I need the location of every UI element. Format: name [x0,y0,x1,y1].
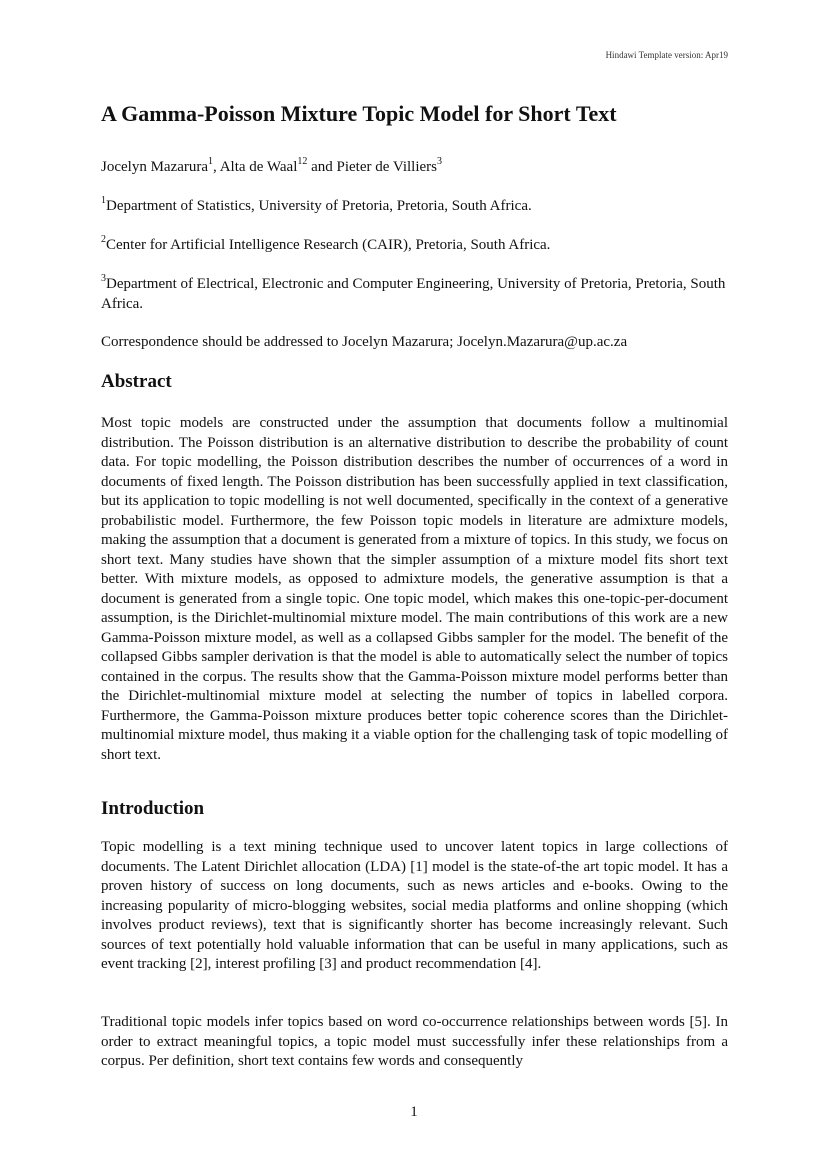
author-name: , Alta de Waal [213,159,298,175]
author-affiliation-mark: 12 [297,156,308,167]
affiliation-mark: 1 [101,195,106,206]
affiliation [101,236,728,256]
paper-title: A Gamma-Poisson Mixture Topic Model for Short Text [101,101,617,126]
abstract-heading: Abstract [101,371,172,392]
affiliation-text: Department of Statistics, University of Pretoria, Pretoria, South Africa. [106,198,532,214]
page-number: 1 [410,1104,418,1120]
introduction-paragraph: Topic modelling is a text mining technique used to uncover latent topics in large collections of documents. The Latent Dirichlet allocation (LDA) [1] model is the state-of-the art topic model. It has a proven history of success on long documents, such as news articles and e-books. Owing to the increasing popularity of micro-blogging websites, social media platforms and online shopping (which involves product reviews), text that is significantly shorter has become increasingly relevant. Such sources of text potentially hold valuable information that can be useful in many applications, such as event tracking [2], interest profiling [3] and product recommendation [4]. [101,839,728,972]
affiliation [101,275,728,314]
abstract-text: Most topic models are constructed under the assumption that documents follow a multinomial distribution. The Poisson distribution is an alternative distribution to describe the probability of count data. For topic modelling, the Poisson distribution describes the number of occurrences of a word in documents of fixed length. The Poisson distribution has been successfully applied in text classification, but its application to topic modelling is not well documented, specifically in the context of a generative probabilistic model. Furthermore, the few Poisson topic models in literature are admixture models, making the assumption that a document is generated from a mixture of topics. In this study, we focus on short text. Many studies have shown that the simpler assumption of a mixture model fits short text better. With mixture models, as opposed to admixture models, the generative assumption is that a document is generated from a single topic. One topic model, which makes this one-topic-per-document assumption, is the Dirichlet-multinomial mixture model. The main contributions of this work are a new Gamma-Poisson mixture model, as well as a collapsed Gibbs sampler for the model. The benefit of the collapsed Gibbs sampler derivation is that the model is able to automatically select the number of topics contained in the corpus. The results show that the Gamma-Poisson mixture model performs better than the Dirichlet-multinomial mixture model at selecting the number of topics in labelled corpora. Furthermore, the Gamma-Poisson mixture produces better topic coherence scores than the Dirichlet-multinomial mixture model, thus making it a viable option for the challenging task of topic modelling of short text. [101,415,728,763]
author-affiliation-mark: 3 [436,156,442,167]
author-list [101,158,728,178]
correspondence-note: Correspondence should be addressed to Jocelyn Mazarura; Jocelyn.Mazarura@up.ac.za [101,334,628,350]
template-version-note: Hindawi Template version: Apr19 [605,50,728,60]
author-name: and Pieter de Villiers [307,159,437,175]
affiliation-mark: 2 [101,234,106,245]
author-affiliation-mark: 1 [208,156,214,167]
introduction-heading: Introduction [101,798,205,819]
affiliation [101,197,728,217]
introduction-paragraph: Traditional topic models infer topics based on word co-occurrence relationships between words [5]. In order to extract meaningful topics, a topic model must successfully infer these relationships from a corpus. Per definition, short text contains few words and consequently [101,1014,728,1069]
affiliation-text: Department of Electrical, Electronic and Computer Engineering, University of Pretoria, Pretoria, South Africa. [101,276,726,312]
affiliation-mark: 3 [101,273,106,284]
affiliation-text: Center for Artificial Intelligence Research (CAIR), Pretoria, South Africa. [106,237,551,253]
author-name: Jocelyn Mazarura [101,159,209,175]
